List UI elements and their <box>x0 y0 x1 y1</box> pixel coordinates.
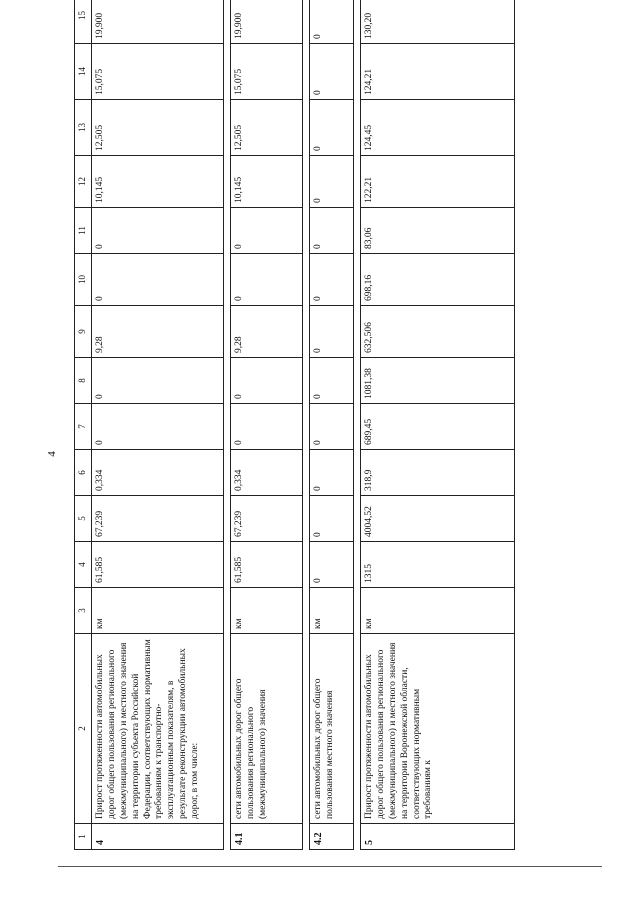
row-value: 0 <box>310 358 354 404</box>
row-value: 689,45 <box>361 404 515 450</box>
row-value: 4004,52 <box>361 496 515 542</box>
row-value: 15,075 <box>231 44 303 100</box>
row-value: 122,21 <box>361 156 515 208</box>
row-value: 698,16 <box>361 254 515 306</box>
column-header: 9 <box>75 306 92 358</box>
row-value: 0 <box>231 208 303 254</box>
row-unit: км <box>310 588 354 634</box>
row-value: 130,20 <box>361 0 515 44</box>
row-value: 12,505 <box>231 100 303 156</box>
row-number: 4 <box>92 824 224 850</box>
row-gap <box>224 0 231 850</box>
row-value: 9,28 <box>92 306 224 358</box>
row-gap <box>354 0 361 850</box>
row-value: 124,21 <box>361 44 515 100</box>
data-table <box>74 0 515 850</box>
row-value: 0 <box>310 450 354 496</box>
row-value: 0 <box>310 306 354 358</box>
page-bottom-rule <box>58 866 602 867</box>
row-number: 4.2 <box>310 824 354 850</box>
rotated-table-container <box>74 11 476 850</box>
row-value: 61,585 <box>92 542 224 588</box>
row-value: 0 <box>310 44 354 100</box>
row-value: 0,334 <box>92 450 224 496</box>
column-header: 5 <box>75 496 92 542</box>
row-number: 4.1 <box>231 824 303 850</box>
row-value: 0 <box>92 358 224 404</box>
row-value: 0 <box>92 208 224 254</box>
row-value: 61,585 <box>231 542 303 588</box>
row-value: 67,239 <box>92 496 224 542</box>
row-indicator-name: сети автомобильных дорог общего пользования регионального (межмуниципального) значения <box>231 634 303 824</box>
row-value: 318,9 <box>361 450 515 496</box>
table-row <box>231 0 303 850</box>
table-row <box>361 0 515 850</box>
row-value: 0 <box>310 496 354 542</box>
row-unit: км <box>361 588 515 634</box>
column-header: 2 <box>75 634 92 824</box>
row-indicator-name: сети автомобильных дорог общего пользования местного значения <box>310 634 354 824</box>
column-header: 3 <box>75 588 92 634</box>
column-header: 12 <box>75 156 92 208</box>
table-row <box>92 0 224 850</box>
row-value: 0 <box>310 208 354 254</box>
row-value: 67,239 <box>231 496 303 542</box>
row-value: 83,06 <box>361 208 515 254</box>
column-header: 4 <box>75 542 92 588</box>
row-value: 19,900 <box>92 0 224 44</box>
row-indicator-name: Прирост протяженности автомобильных дорог общего пользования регионального (межмуниципального) и местного значения на территории Воронежской области, соответствующих нормативным требованиям к <box>361 634 515 824</box>
row-value: 632,506 <box>361 306 515 358</box>
row-unit: км <box>231 588 303 634</box>
row-value: 0 <box>92 254 224 306</box>
column-header: 6 <box>75 450 92 496</box>
column-header: 11 <box>75 208 92 254</box>
row-indicator-name: Прирост протяженности автомобильных дорог общего пользования регионального (межмуниципального) и местного значения на территории субъекта Российской Федерации, соответствующих нормативным требованиям к транспортно-эксплуатационным показателям, в результате реконструкции автомобильных дорог, в том числе: <box>92 634 224 824</box>
row-value: 0 <box>92 404 224 450</box>
row-value: 0 <box>310 156 354 208</box>
row-value: 10,145 <box>92 156 224 208</box>
row-gap <box>303 0 310 850</box>
row-value: 0,334 <box>231 450 303 496</box>
row-value: 0 <box>231 254 303 306</box>
row-value: 0 <box>310 100 354 156</box>
row-number: 5 <box>361 824 515 850</box>
column-header: 8 <box>75 358 92 404</box>
row-value: 19,900 <box>231 0 303 44</box>
column-header: 7 <box>75 404 92 450</box>
row-value: 12,505 <box>92 100 224 156</box>
column-header: 10 <box>75 254 92 306</box>
row-value: 124,45 <box>361 100 515 156</box>
row-value: 0 <box>310 542 354 588</box>
row-value: 1315 <box>361 542 515 588</box>
row-value: 1081,38 <box>361 358 515 404</box>
row-value: 0 <box>310 0 354 44</box>
column-header: 14 <box>75 44 92 100</box>
row-value: 0 <box>310 254 354 306</box>
row-value: 15,075 <box>92 44 224 100</box>
page-number: 4 <box>45 451 58 457</box>
column-header: 15 <box>75 0 92 44</box>
row-value: 9,28 <box>231 306 303 358</box>
header-row <box>75 0 92 850</box>
row-unit: км <box>92 588 224 634</box>
row-value: 0 <box>231 358 303 404</box>
table-row <box>310 0 354 850</box>
column-header: 1 <box>75 824 92 850</box>
row-value: 10,145 <box>231 156 303 208</box>
row-value: 0 <box>231 404 303 450</box>
column-header: 13 <box>75 100 92 156</box>
row-value: 0 <box>310 404 354 450</box>
